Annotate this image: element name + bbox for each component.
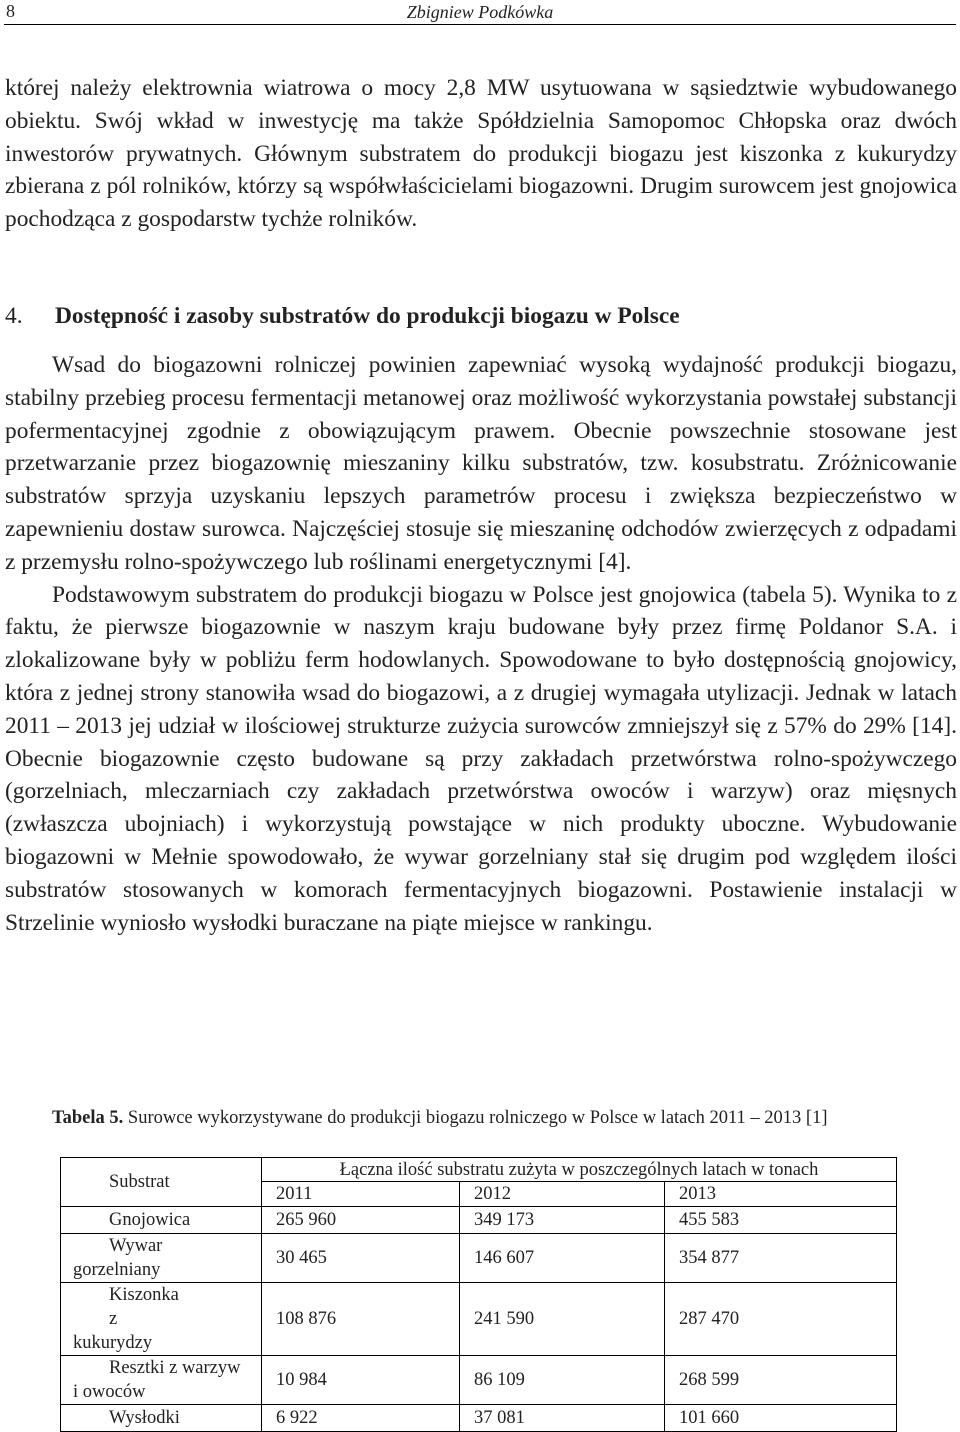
page-header <box>4 0 956 25</box>
page-number: 8 <box>6 1 15 21</box>
cell-value: 455 583 <box>665 1207 897 1234</box>
cell-value: 349 173 <box>460 1207 665 1234</box>
cell-value: 10 984 <box>262 1356 460 1405</box>
table-caption-label: Tabela 5. <box>52 1108 124 1128</box>
row-label <box>61 1356 262 1405</box>
cell-value: 86 109 <box>460 1356 665 1405</box>
header-group: Łączna ilość substratu zużyta w poszczególnych latach w tonach <box>262 1158 897 1182</box>
cell-value: 265 960 <box>262 1207 460 1234</box>
cell-value: 241 590 <box>460 1283 665 1356</box>
cell-value: 37 081 <box>460 1405 665 1432</box>
header-year: 2012 <box>460 1182 665 1207</box>
section-body <box>5 349 957 939</box>
table-row <box>61 1356 897 1405</box>
row-label-line: Resztki z warzyw <box>109 1358 241 1378</box>
cell-value: 354 877 <box>665 1234 897 1283</box>
table-row <box>61 1207 897 1234</box>
cell-value: 30 465 <box>262 1234 460 1283</box>
running-title: Zbigniew Podkówka <box>406 2 554 22</box>
table-caption-text: Surowce wykorzystywane do produkcji biogazu rolniczego w Polsce w latach 2011 – 2013 [1] <box>127 1108 828 1128</box>
paragraph: Podstawowym substratem do produkcji biogazu w Polsce jest gnojowica (tabela 5). Wynika to z faktu, że pierwsze biogazownie w naszym kraju budowane były przez firmę Poldanor S.A. i zlokalizowane były w pobliżu ferm hodowlanych. Spowodowane to było dostępnością gnojowicy, która z jednej strony stanowiła wsad do biogazowi, a z drugiej wymagała utylizacji. Jednak w latach 2011 – 2013 jej udział w ilościowej strukturze zużycia surowców zmniejszył się z 57% do 29% [14]. Obecnie biogazownie często budowane są przy zakładach przetwórstwa rolno-spożywczego (gorzelniach, mleczarniach czy zakładach przetwórstwa owoców i warzyw) oraz mięsnych (zwłaszcza ubojniach) i wykorzystują powstające w nich produkty uboczne. Wybudowanie biogazowni w Mełnie spowodowało, że wywar gorzelniany stał się drugim pod względem ilości substratów stosowanych w komorach fermentacyjnych biogazowni. Postawienie instalacji w Strzelinie wyniosło wysłodki buraczane na piąte miejsce w rankingu. <box>5 581 957 936</box>
table-row <box>61 1283 897 1356</box>
row-label <box>61 1234 262 1283</box>
row-label-line: kukurydzy <box>73 1333 153 1353</box>
section-title: Dostępność i zasoby substratów do produkcji biogazu w Polsce <box>55 303 680 329</box>
cell-value: 146 607 <box>460 1234 665 1283</box>
row-label-line: Kiszonka z <box>109 1285 179 1329</box>
cell-value: 268 599 <box>665 1356 897 1405</box>
row-label: Wysłodki <box>61 1405 262 1432</box>
table-caption <box>52 1105 827 1131</box>
row-label: Gnojowica <box>61 1207 262 1234</box>
header-year: 2013 <box>665 1182 897 1207</box>
intro-text-block <box>5 72 957 236</box>
row-label <box>61 1283 262 1356</box>
paragraph: Wsad do biogazowni rolniczej powinien zapewniać wysoką wydajność produkcji biogazu, stabilny przebieg procesu fermentacji metanowej oraz możliwość wykorzystania powstałej substancji pofermentacyjnej zgodnie z obowiązującym prawem. Obecnie powszechnie stosowane jest przetwarzanie przez biogazownię mieszaniny kilku substratów, tzw. kosubstratu. Zróżnicowanie substratów sprzyja uzyskaniu lepszych parametrów procesu i zwiększa bezpieczeństwo w zapewnieniu dostaw surowca. Najczęściej stosuje się mieszaninę odchodów zwierzęcych z odpadami z przemysłu rolno-spożywczego lub roślinami energetycznymi [4]. <box>5 352 957 575</box>
table-header-row <box>61 1158 897 1182</box>
table-row <box>61 1405 897 1432</box>
cell-value: 287 470 <box>665 1283 897 1356</box>
table-row <box>61 1234 897 1283</box>
paragraph: której należy elektrownia wiatrowa o mocy 2,8 MW usytuowana w sąsiedztwie wybudowanego obiektu. Swój wkład w inwestycję ma także Spółdzielnia Samopomoc Chłopska oraz dwóch inwestorów prywatnych. Głównym substratem do produkcji biogazu jest kiszonka z kukurydzy zbierana z pól rolników, którzy są współwłaścicielami biogazowni. Drugim surowcem jest gnojowica pochodząca z gospodarstw tychże rolników. <box>5 75 957 233</box>
row-label-line: Wywar <box>109 1236 163 1256</box>
data-table <box>60 1157 897 1432</box>
cell-value: 101 660 <box>665 1405 897 1432</box>
cell-value: 108 876 <box>262 1283 460 1356</box>
header-year: 2011 <box>262 1182 460 1207</box>
header-substrat: Substrat <box>61 1158 262 1207</box>
cell-value: 6 922 <box>262 1405 460 1432</box>
section-heading <box>5 300 680 332</box>
row-label-line: gorzelniany <box>73 1260 161 1280</box>
row-label-line: i owoców <box>73 1382 146 1402</box>
section-number: 4. <box>5 303 23 329</box>
